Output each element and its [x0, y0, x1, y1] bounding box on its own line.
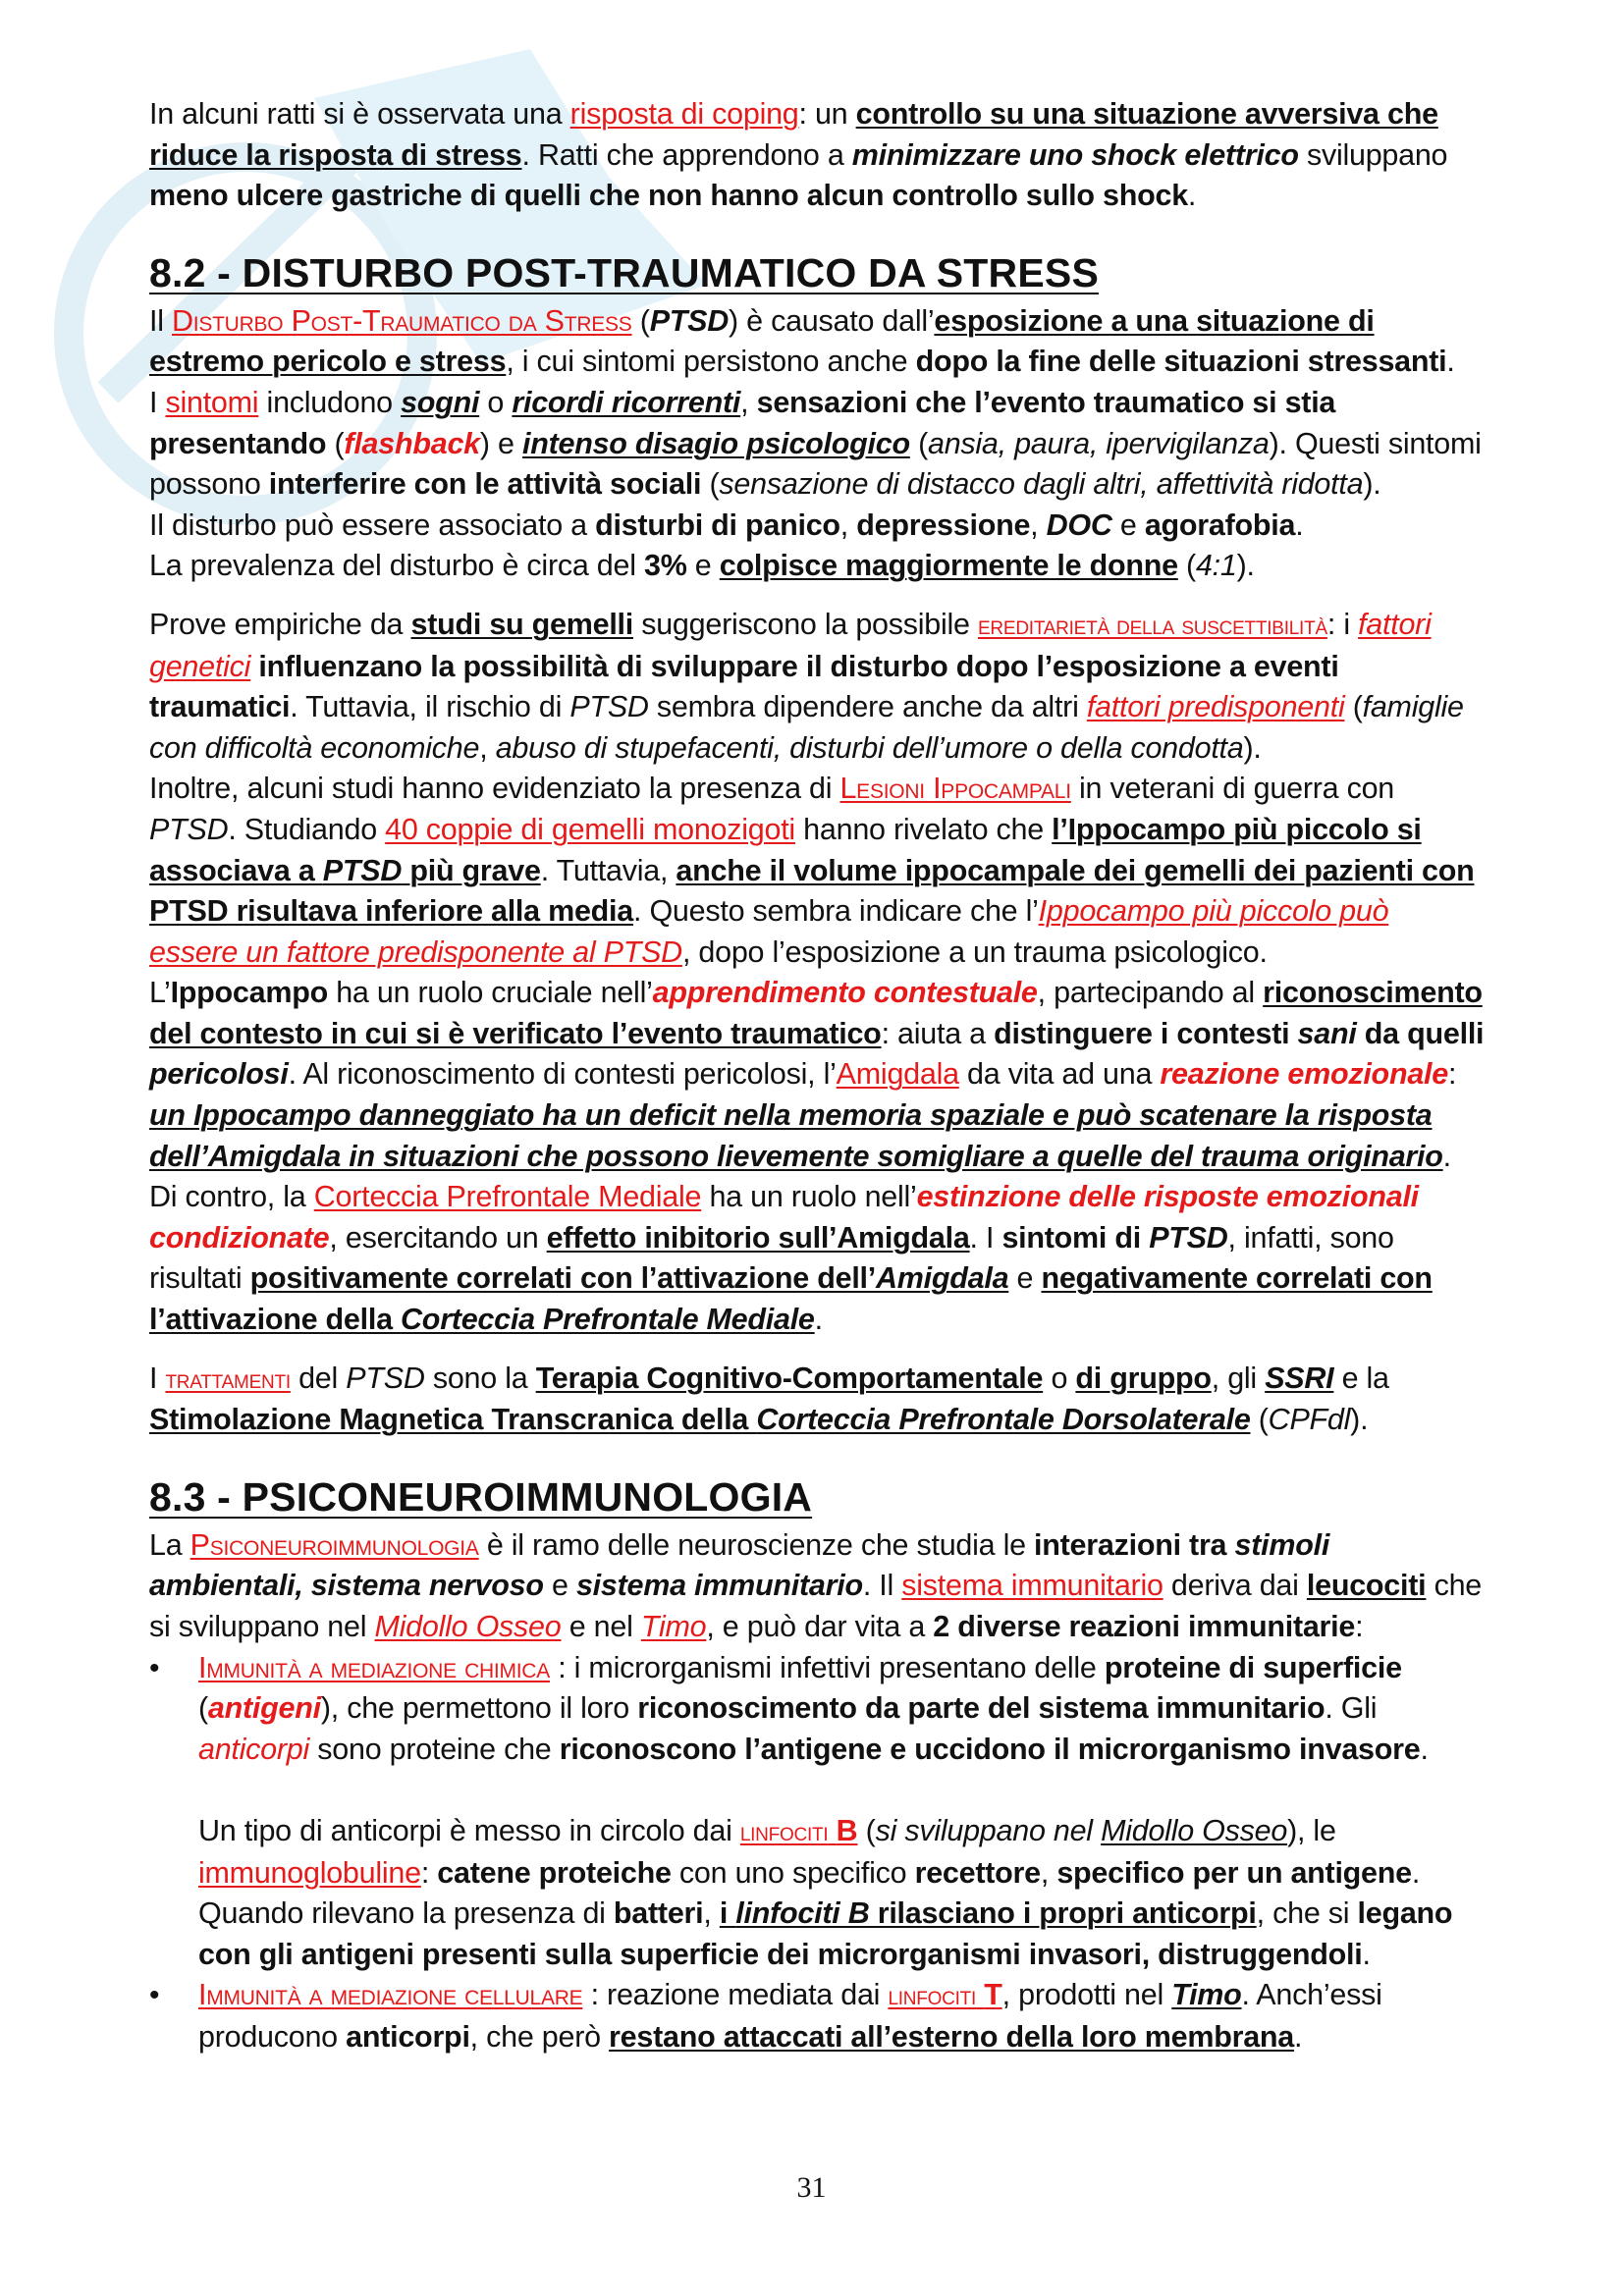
paragraph-hippocampus-role: L’Ippocampo ha un ruolo cruciale nell’apprendimento contestuale, partecipando al riconoscimento del contesto in cui si è verificato l’evento traumatico: aiuta a distinguere i contesti sani da quelli pericolosi. Al riconoscimento di contesti pericolosi, l’Amigdala da vita ad una reazione emozionale: un Ippocampo danneggiato ha un deficit nella memoria spaziale e può scatenare la risposta dell’Amigdala in situazioni che possono lievemente somigliare a quelle del trauma originario.	[149, 976, 1485, 1173]
document-page	[149, 94, 1485, 2058]
paragraph-pni-definition: La Psiconeuroimmunologia è il ramo delle neuroscienze che studia le interazioni tra stimoli ambientali, sistema nervoso e sistema immunitario. Il sistema immunitario deriva dai leucociti che si sviluppano nel Midollo Osseo e nel Timo, e può dar vita a 2 diverse reazioni immunitarie:	[149, 1527, 1483, 1643]
section-heading-8-2: 8.2 - DISTURBO POST-TRAUMATICO DA STRESS	[149, 249, 1099, 295]
bullet-icon: •	[149, 1651, 160, 1684]
section-heading-8-3: 8.3 - PSICONEUROIMMUNOLOGIA	[149, 1473, 813, 1520]
list-item-cellular-immunity: • Immunità a mediazione cellulare : reazione mediata dai linfociti T, prodotti nel Timo. Anch’essi producono anticorpi, che però restano attaccati all’esterno della loro membrana.	[149, 1975, 1485, 2057]
paragraph-coping: In alcuni ratti si è osservata una risposta di coping: un controllo su una situazione avversiva che riduce la risposta di stress. Ratti che apprendono a minimizzare uno shock elettrico sviluppano meno ulcere gastriche di quelli che non hanno alcun controllo sullo shock.	[149, 97, 1448, 213]
paragraph-ptsd-definition: Il Disturbo Post-Traumatico da Stress (PTSD) è causato dall’esposizione a una situazione di estremo pericolo e stress, i cui sintomi persistono anche dopo la fine delle situazioni stressanti.	[149, 303, 1455, 379]
paragraph-ptsd-symptoms: I sintomi includono sogni o ricordi ricorrenti, sensazioni che l’evento traumatico si stia presentando (flashback) e intenso disagio psicologico (ansia, paura, ipervigilanza). Questi sintomi possono interferire con le attività sociali (sensazione di distacco dagli altri, affettività ridotta).	[149, 385, 1482, 502]
page-number: 31	[796, 2171, 827, 2204]
paragraph-hippocampal-lesions: Inoltre, alcuni studi hanno evidenziato la presenza di Lesioni Ippocampali in veterani di guerra con PTSD. Studiando 40 coppie di gemelli monozigoti hanno rivelato che l’Ippocampo più piccolo si associava a PTSD più grave. Tuttavia, anche il volume ippocampale dei gemelli dei pazienti con PTSD risultava inferiore alla media. Questo sembra indicare che l’Ippocampo più piccolo può essere un fattore predisponente al PTSD, dopo l’esposizione a un trauma psicologico.	[149, 772, 1475, 969]
immune-reactions-list	[149, 1648, 1485, 2058]
paragraph-treatments: I trattamenti del PTSD sono la Terapia Cognitivo-Comportamentale o di gruppo, gli SSRI e la Stimolazione Magnetica Transcranica della Corteccia Prefrontale Dorsolaterale (CPFdl).	[149, 1361, 1389, 1437]
list-item-chemical-immunity: • Immunità a mediazione chimica : i microrganismi infettivi presentano delle proteine di superficie (antigeni), che permettono il loro riconoscimento da parte del sistema immunitario. Gli anticorpi sono proteine che riconoscono l’antigene e uccidono il microrganismo invasore. Un tipo di anticorpi è messo in circolo dai linfociti B (si sviluppano nel Midollo Osseo), le immunoglobuline: catene proteiche con uno specifico recettore, specifico per un antigene. Quando rilevano la presenza di batteri, i linfociti B rilasciano i propri anticorpi, che si legano con gli antigeni presenti sulla superficie dei microrganismi invasori, distruggendoli.	[149, 1648, 1485, 1976]
term-coping: risposta di coping	[569, 97, 799, 131]
paragraph-prefrontal-cortex: Di contro, la Corteccia Prefrontale Mediale ha un ruolo nell’estinzione delle risposte emozionali condizionate, esercitando un effetto inibitorio sull’Amigdala. I sintomi di PTSD, infatti, sono risultati positivamente correlati con l’attivazione dell’Amigdala e negativamente correlati con l’attivazione della Corteccia Prefrontale Mediale.	[149, 1180, 1433, 1337]
term-ptsd: Disturbo Post-Traumatico da Stress	[171, 303, 632, 338]
paragraph-ptsd-comorbidity: Il disturbo può essere associato a disturbi di panico, depressione, DOC e agorafobia.	[149, 507, 1304, 542]
paragraph-twin-studies: Prove empiriche da studi su gemelli suggeriscono la possibile ereditarietà della suscettibilità: i fattori genetici influenzano la possibilità di sviluppare il disturbo dopo l’esposizione a eventi traumatici. Tuttavia, il rischio di PTSD sembra dipendere anche da altri fattori predisponenti (famiglie con difficoltà economiche, abuso di stupefacenti, disturbi dell’umore o della condotta).	[149, 607, 1464, 765]
bullet-icon: •	[149, 1979, 160, 2012]
paragraph-ptsd-prevalence: La prevalenza del disturbo è circa del 3% e colpisce maggiormente le donne (4:1).	[149, 549, 1255, 583]
